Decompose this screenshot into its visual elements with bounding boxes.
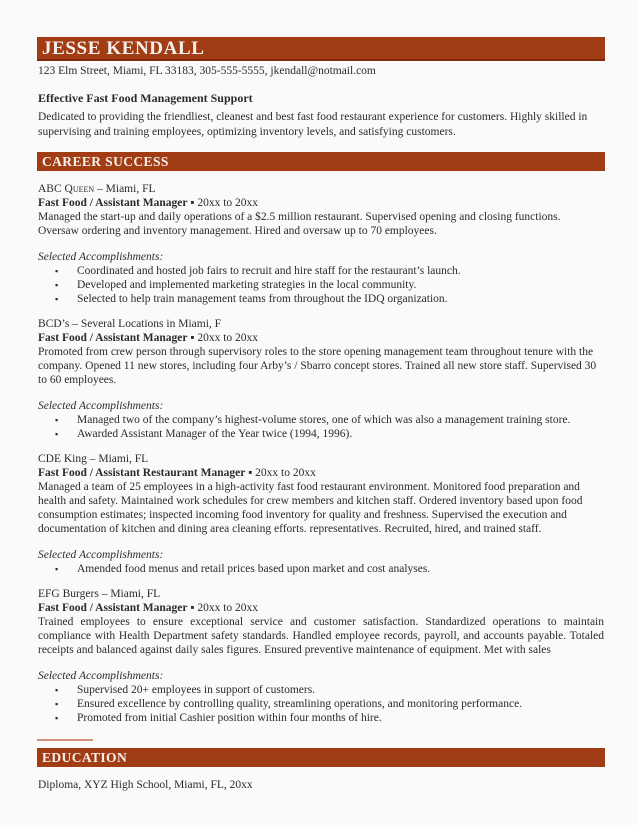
job-entry-cde-king — [38, 452, 604, 576]
job-dates: ▪ 20xx to 20xx — [190, 602, 259, 614]
education-section-title: EDUCATION — [42, 750, 128, 765]
job-entry-bcds — [38, 317, 604, 441]
square-bullet-icon: ▪ — [55, 294, 59, 304]
job-title-line — [38, 196, 604, 210]
candidate-name: JESSE KENDALL — [42, 38, 205, 59]
company-line — [38, 317, 604, 331]
accomplishments-label: Selected Accomplishments: — [38, 549, 164, 561]
career-success-section-title: CAREER SUCCESS — [42, 154, 169, 169]
objective-text: Dedicated to providing the friendliest, cleanest and best fast food restaurant experience for customers. Highly skilled in supervising and training employees, optimizing inventory levels, and satisfying customers. — [38, 111, 588, 138]
square-bullet-icon: ▪ — [55, 280, 59, 290]
company-line — [38, 182, 604, 196]
accomplishments-label: Selected Accomplishments: — [38, 251, 164, 263]
objective-title: Effective Fast Food Management Support — [38, 91, 253, 105]
company-location: – Miami, FL — [89, 453, 149, 465]
company-name: BCD’s — [38, 318, 70, 330]
accomplishments-label: Selected Accomplishments: — [38, 670, 164, 682]
contact-line: 123 Elm Street, Miami, FL 33183, 305-555-5555, jkendall@notmail.com — [38, 65, 376, 77]
square-bullet-icon: ▪ — [55, 699, 59, 709]
square-bullet-icon: ▪ — [55, 266, 59, 276]
job-description: Promoted from crew person through supervisory roles to the store opening management team throughout tenure with the company. Opened 11 new stores, including four Arby’s / Sbarro concept stores. Trained all new store staff. Supervised 30 to 60 employees. — [38, 346, 597, 386]
accomplishment-text: Coordinated and hosted job fairs to recruit and hire staff for the restaurant’s launch. — [77, 265, 461, 277]
job-title: Fast Food / Assistant Manager — [38, 197, 188, 209]
accomplishment-text: Promoted from initial Cashier position within four months of hire. — [77, 712, 382, 724]
job-title-line — [38, 331, 604, 345]
job-dates: ▪ 20xx to 20xx — [190, 197, 259, 209]
accomplishment-item — [38, 292, 604, 306]
job-title-line — [38, 466, 604, 480]
accomplishment-text: Managed two of the company’s highest-volume stores, one of which was also a management training store. — [77, 414, 571, 426]
name-header-bar — [37, 37, 605, 61]
job-description: Managed a team of 25 employees in a high-activity fast food restaurant environment. Monitored food preparation and health and safety. Maintained work schedules for crew members and kitchen staff. Ordered inventory based upon food consumption estimates; inspected incoming food inventory for quality and freshness. Supervised the execution and documentation of kitchen and dining area cleaning efforts. representatives. Recruited, hired, and trained staff. — [38, 481, 583, 535]
job-dates: ▪ 20xx to 20xx — [248, 467, 316, 479]
career-success-section-bar — [37, 152, 605, 171]
accomplishment-text: Ensured excellence by controlling quality, streamlining operations, and monitoring performance. — [77, 698, 523, 710]
square-bullet-icon: ▪ — [55, 713, 59, 723]
square-bullet-icon: ▪ — [55, 685, 59, 695]
job-title-line — [38, 601, 604, 615]
company-location: – Miami, FL — [101, 588, 161, 600]
accomplishment-text: Amended food menus and retail prices based upon market and cost analyses. — [77, 563, 431, 575]
accomplishment-item — [38, 413, 604, 427]
diploma-line: Diploma, XYZ High School, Miami, FL, 20xx — [38, 779, 253, 791]
job-dates: ▪ 20xx to 20xx — [190, 332, 259, 344]
square-bullet-icon: ▪ — [55, 429, 59, 439]
company-line — [38, 587, 604, 601]
scan-artifact-line — [37, 739, 93, 741]
company-line — [38, 452, 604, 466]
accomplishment-text: Supervised 20+ employees in support of customers. — [77, 684, 316, 696]
education-section — [37, 739, 605, 792]
square-bullet-icon: ▪ — [55, 415, 59, 425]
company-name: EFG Burgers — [38, 588, 99, 600]
accomplishment-item — [38, 711, 604, 725]
job-entry-efg-burgers — [38, 587, 604, 725]
company-name: CDE King — [38, 453, 87, 465]
accomplishment-text: Selected to help train management teams from throughout the IDQ organization. — [77, 293, 448, 305]
accomplishment-text: Awarded Assistant Manager of the Year twice (1994, 1996). — [77, 428, 353, 440]
accomplishment-item — [38, 278, 604, 292]
accomplishment-item — [38, 683, 604, 697]
education-section-bar — [37, 748, 605, 767]
company-location: – Miami, FL — [97, 183, 156, 195]
company-location: – Several Locations in Miami, F — [72, 318, 222, 330]
accomplishment-text: Developed and implemented marketing strategies in the local community. — [77, 279, 417, 291]
job-title: Fast Food / Assistant Manager — [38, 332, 188, 344]
accomplishment-item — [38, 697, 604, 711]
job-title: Fast Food / Assistant Restaurant Manager — [38, 467, 246, 479]
accomplishments-label: Selected Accomplishments: — [38, 400, 164, 412]
accomplishment-item — [38, 427, 604, 441]
job-description: Managed the start-up and daily operations of a $2.5 million restaurant. Supervised opening and closing functions. Oversaw ordering and inventory management. Hired and oversaw up to 70 employees. — [38, 211, 561, 237]
square-bullet-icon: ▪ — [55, 564, 59, 574]
job-title: Fast Food / Assistant Manager — [38, 602, 188, 614]
accomplishment-item — [38, 562, 604, 576]
accomplishment-item — [38, 264, 604, 278]
job-entry-abc-queen — [38, 182, 604, 306]
company-name: ABC Queen — [38, 183, 95, 195]
job-description: Trained employees to ensure exceptional service and customer satisfaction. Standardized operations to maintain compliance with Health Department safety standards. Handled employee records, payroll, and accounts payable. Totaled receipts and balanced against daily sales figures. Ensured preventive maintenance of equipment. Met with sales — [38, 616, 604, 656]
